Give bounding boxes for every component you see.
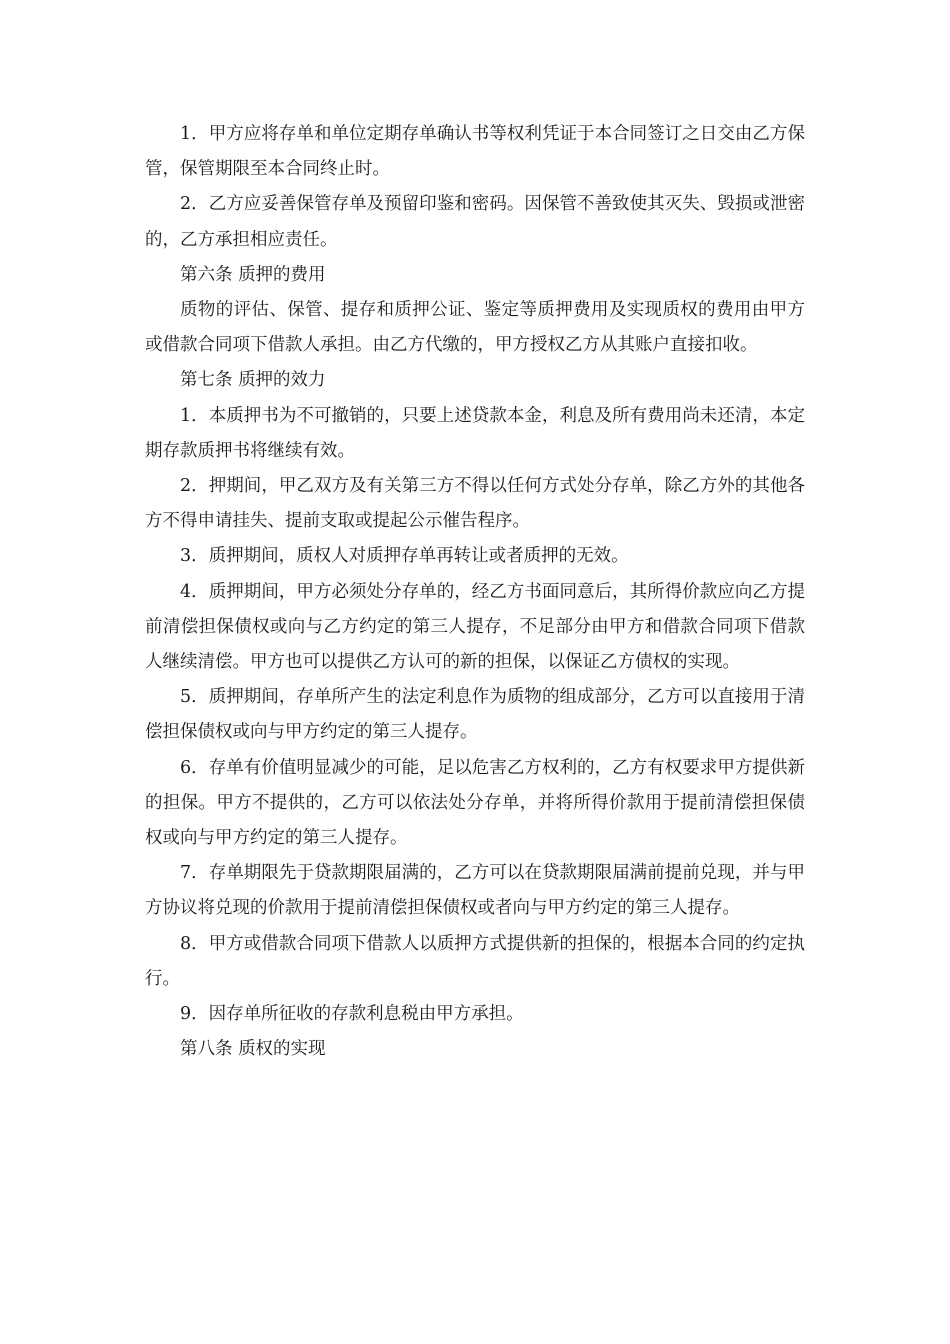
document-body <box>145 117 805 1067</box>
article-7-item-5: 5．质押期间，存单所产生的法定利息作为质物的组成部分，乙方可以直接用于清偿担保债权或向与甲方约定的第三人提存。 <box>145 687 805 743</box>
article-heading-8: 第八条 质权的实现 <box>180 1039 326 1060</box>
article-heading-7: 第七条 质押的效力 <box>180 370 326 391</box>
article-7-item-8: 8．甲方或借款合同项下借款人以质押方式提供新的担保的，根据本合同的约定执行。 <box>145 933 805 989</box>
article-7-item-3: 3．质押期间，质权人对质押存单再转让或者质押的无效。 <box>180 546 629 567</box>
article-7-item-2: 2．押期间，甲乙双方及有关第三方不得以任何方式处分存单，除乙方外的其他各方不得申请挂失、提前支取或提起公示催告程序。 <box>145 476 805 532</box>
article-6-text: 质物的评估、保管、提存和质押公证、鉴定等质押费用及实现质权的费用由甲方或借款合同项下借款人承担。由乙方代缴的，甲方授权乙方从其账户直接扣收。 <box>145 300 805 356</box>
article-7-item-4: 4．质押期间，甲方必须处分存单的，经乙方书面同意后，其所得价款应向乙方提前清偿担保债权或向与乙方约定的第三人提存，不足部分由甲方和借款合同项下借款人继续清偿。甲方也可以提供乙方认可的新的担保，以保证乙方债权的实现。 <box>145 581 805 673</box>
clause-item-1: 1．甲方应将存单和单位定期存单确认书等权利凭证于本合同签订之日交由乙方保管，保管期限至本合同终止时。 <box>145 124 805 180</box>
article-7-item-6: 6．存单有价值明显减少的可能，足以危害乙方权利的，乙方有权要求甲方提供新的担保。甲方不提供的，乙方可以依法处分存单，并将所得价款用于提前清偿担保债权或向与甲方约定的第三人提存。 <box>145 757 805 849</box>
article-7-item-9: 9．因存单所征收的存款利息税由甲方承担。 <box>180 1004 524 1025</box>
article-heading-6: 第六条 质押的费用 <box>180 264 326 285</box>
article-7-item-1: 1．本质押书为不可撤销的，只要上述贷款本金，利息及所有费用尚未还清，本定期存款质押书将继续有效。 <box>145 405 805 461</box>
clause-item-2: 2．乙方应妥善保管存单及预留印鉴和密码。因保管不善致使其灭失、毁损或泄密的，乙方承担相应责任。 <box>145 194 805 250</box>
article-7-item-7: 7．存单期限先于贷款期限届满的，乙方可以在贷款期限届满前提前兑现，并与甲方协议将兑现的价款用于提前清偿担保债权或者向与甲方约定的第三人提存。 <box>145 863 805 919</box>
